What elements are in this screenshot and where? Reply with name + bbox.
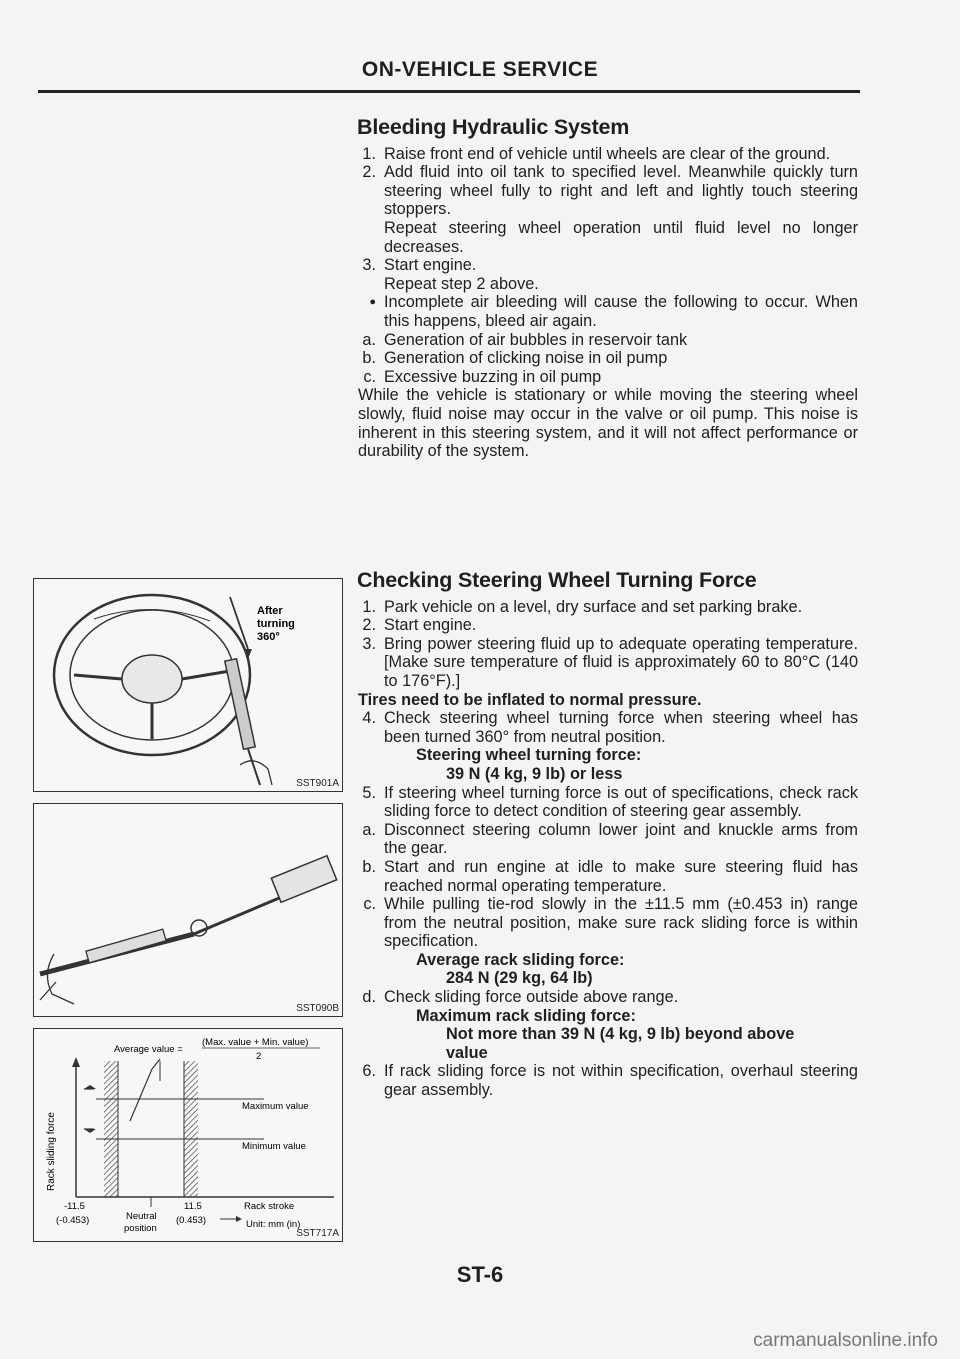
spec-label: Average rack sliding force: (416, 950, 625, 969)
list-item: b. Generation of clicking noise in oil pump (362, 349, 668, 368)
spec-label: Steering wheel turning force: (416, 746, 642, 765)
figure-steering-wheel (33, 578, 343, 792)
list-item: Repeat step 2 above. (384, 274, 539, 293)
list-item: 3. Bring power steering fluid up to adequate operating temperature. [Make sure temperature of fluid is approximately 60 to 80°C (140 to 176°F).] (362, 634, 858, 690)
list-item: b. Start and run engine at idle to make sure steering fluid has reached normal operating temperature. (362, 857, 858, 895)
list-item: 4. Check steering wheel turning force when steering wheel has been turned 360° from neutral position. (362, 709, 858, 746)
hatched-band-right (184, 1061, 198, 1197)
bleeding-note: While the vehicle is stationary or while moving the steering wheel slowly, fluid noise may occur in the valve or oil pump. This noise is inherent in this steering system, and it will not affect performance or durability of the system. (358, 386, 858, 461)
page-number: ST-6 (456, 1262, 504, 1287)
page-header-title: ON-VEHICLE SERVICE (361, 58, 599, 81)
neg-tick-label: -11.5 (64, 1201, 85, 1212)
steering-wheel-illustration (34, 579, 342, 791)
tires-note: Tires need to be inflated to normal pressure. (358, 690, 702, 709)
list-item: 6. If rack sliding force is not within specification, overhaul steering gear assembly. (362, 1062, 858, 1100)
list-item: d. Check sliding force outside above range. (362, 988, 679, 1007)
after-label: After (257, 605, 283, 617)
spec-value: 39 N (4 kg, 9 lb) or less (446, 764, 623, 783)
header-rule (38, 90, 860, 93)
list-item: 3. Start engine. (362, 256, 477, 275)
list-item: c. Excessive buzzing in oil pump (363, 367, 602, 386)
degrees-label: 360° (257, 631, 280, 643)
figure-rack-pull (33, 803, 343, 1017)
checking-section (352, 568, 858, 1100)
bleeding-title: Bleeding Hydraulic System (357, 115, 630, 139)
position-label: position (124, 1223, 157, 1234)
figure-id: SST717A (296, 1228, 339, 1239)
list-item: Repeat steering wheel operation until fluid level no longer decreases. (384, 218, 858, 256)
list-item: 5. If steering wheel turning force is out of specifications, check rack sliding force to detect condition of steering gear assembly. (362, 783, 858, 821)
max-value-label: Maximum value (242, 1101, 309, 1112)
list-item: 1. Park vehicle on a level, dry surface and set parking brake. (362, 597, 803, 616)
checking-title: Checking Steering Wheel Turning Force (357, 568, 757, 592)
avg-denominator: 2 (256, 1051, 262, 1062)
avg-numerator: (Max. value + Min. value) (202, 1037, 309, 1048)
avg-label: Average value = (114, 1044, 183, 1055)
list-item: 2. Start engine. (362, 616, 477, 635)
hatched-band-left (104, 1061, 118, 1197)
list-item: a. Generation of air bubbles in reservoir tank (362, 330, 688, 349)
y-axis-label: Rack sliding force (46, 1112, 57, 1191)
unit-label: Unit: mm (in) (246, 1219, 301, 1230)
rack-stroke-label: Rack stroke (244, 1201, 295, 1212)
rack-pull-illustration (34, 804, 342, 1016)
bleeding-section (352, 115, 858, 461)
turning-label: turning (257, 618, 295, 630)
rack-force-chart (34, 1029, 342, 1241)
spec-label: Maximum rack sliding force: (416, 1006, 636, 1025)
list-item: ● Incomplete air bleeding will cause the following to occur. When this happens, bleed air again. (369, 293, 858, 330)
neutral-label: Neutral (126, 1211, 157, 1222)
figure-id: SST090B (296, 1003, 339, 1014)
pos-tick-label: 11.5 (184, 1201, 202, 1212)
list-item: 2. Add fluid into oil tank to specified level. Meanwhile quickly turn steering wheel fully to right and left and lightly touch steering stoppers. (362, 163, 858, 219)
figure-rack-force-chart (33, 1028, 343, 1242)
spec-value: Not more than 39 N (4 kg, 9 lb) beyond above value (446, 1025, 795, 1062)
neg-tick-inch: (-0.453) (56, 1215, 90, 1226)
list-item: a. Disconnect steering column lower joint and knuckle arms from the gear. (362, 820, 858, 858)
pos-tick-inch: (0.453) (176, 1215, 207, 1226)
min-value-label: Minimum value (242, 1141, 306, 1152)
spec-value: 284 N (29 kg, 64 lb) (446, 969, 593, 988)
watermark: carmanualsonline.info (753, 1330, 938, 1351)
list-item: 1. Raise front end of vehicle until wheels are clear of the ground. (362, 144, 831, 163)
list-item: c. While pulling tie-rod slowly in the ±11.5 mm (±0.453 in) range from the neutral position, make sure rack sliding force is within specification. (363, 895, 858, 951)
figure-id: SST901A (296, 778, 339, 789)
